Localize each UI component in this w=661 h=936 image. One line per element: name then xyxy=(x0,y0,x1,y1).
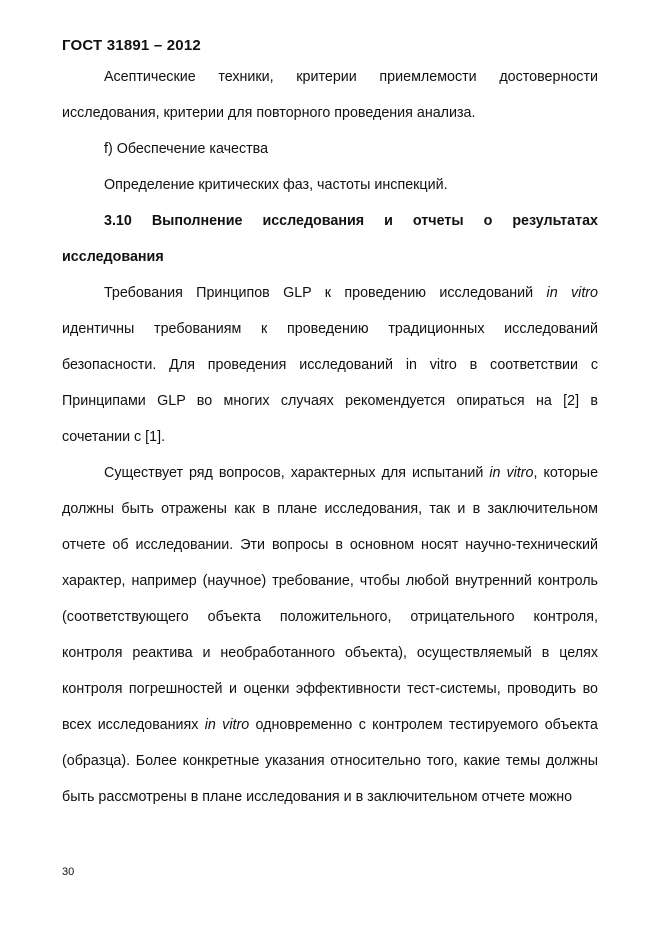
page-number: 30 xyxy=(62,866,75,878)
italic-term: in vitro xyxy=(546,285,598,301)
text-run: одновременно с контролем тестируемого объекта (образца). Более конкретные указания относительно того, какие темы должны быть рассмотрены в плане исследования и в заключительном отчете можно xyxy=(62,717,599,805)
text-run: Требования Принципов GLP к проведению исследований xyxy=(104,285,547,301)
text-run: Существует ряд вопросов, характерных для испытаний xyxy=(104,465,490,481)
paragraph-aseptic: Асептические техники, критерии приемлемости достоверности исследования, критерии для повторного проведения анализа. xyxy=(62,69,598,121)
italic-term: in vitro xyxy=(489,465,534,481)
document-header: ГОСТ 31891 – 2012 xyxy=(62,37,201,54)
paragraph-quality-assurance: f) Обеспечение качества xyxy=(104,141,269,157)
paragraph-critical-phases: Определение критических фаз, частоты инспекций. xyxy=(104,177,448,193)
section-heading-3-10: 3.10 Выполнение исследования и отчеты о результатах исследования xyxy=(62,213,598,265)
text-run: , которые должны быть отражены как в плане исследования, так и в заключительном отчете об исследовании. Эти вопросы в основном носят научно-технический характер, например (научное) требование, чтобы любой внутренний контроль (соответствующего объекта положительного, отрицательного контроля, контроля реактива и необработанного объекта), осуществляемый в целях контроля погрешностей и оценки эффективности тест-системы, проводить во всех исследованиях xyxy=(62,465,599,733)
italic-term: in vitro xyxy=(204,717,250,733)
paragraph-glp-requirements xyxy=(62,275,598,455)
text-run: идентичны требованиям к проведению традиционных исследований безопасности. Для проведения исследований in vitro в соответствии с Принципами GLP во многих случаях рекомендуется опираться на [2] в сочетании с [1]. xyxy=(62,321,598,445)
paragraph-in-vitro-issues xyxy=(62,455,598,815)
document-body xyxy=(62,59,598,815)
